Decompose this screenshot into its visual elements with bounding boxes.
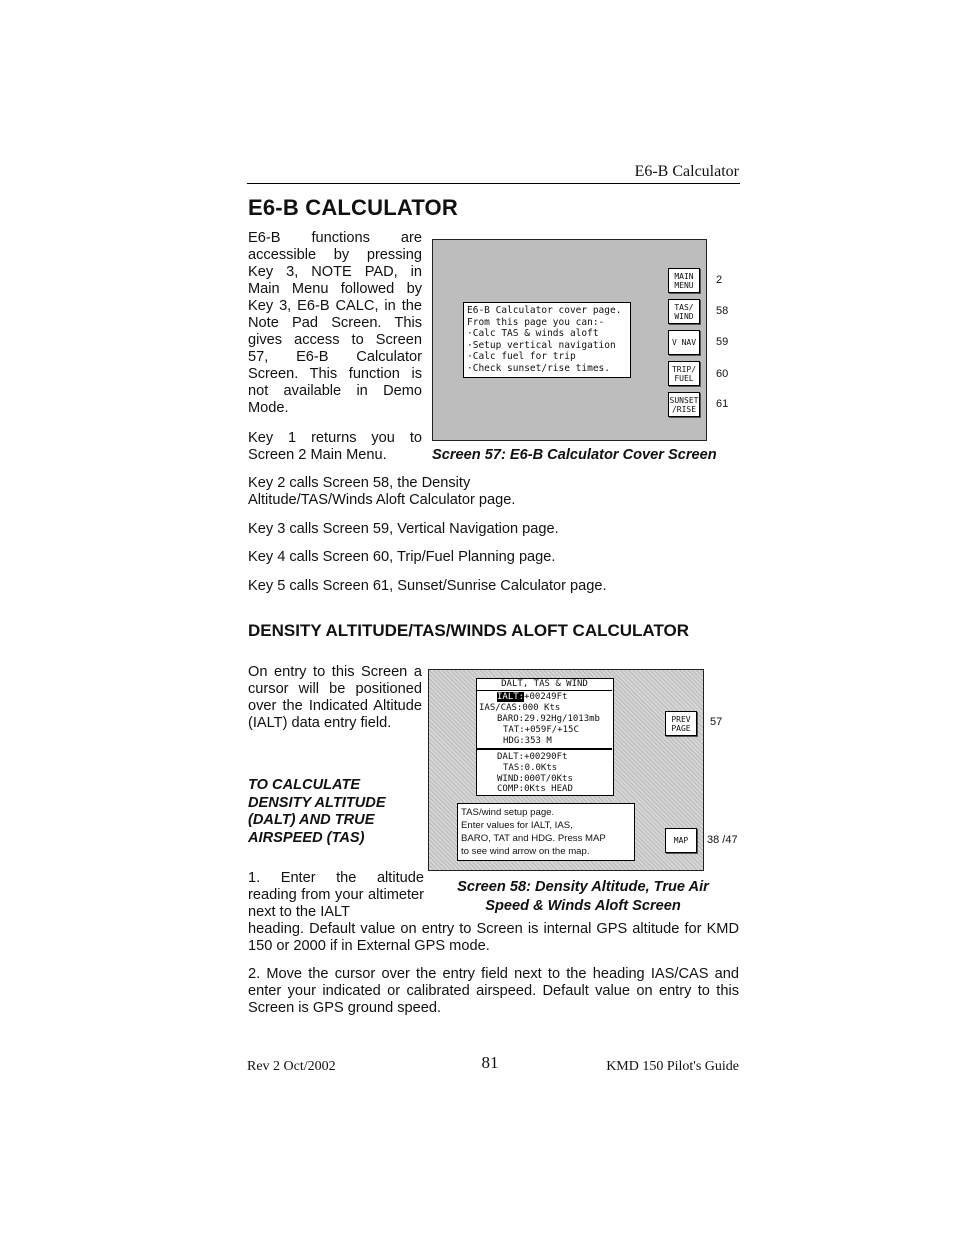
map-softkey[interactable]: MAP — [665, 828, 697, 853]
ialt-label[interactable]: IALT: — [497, 692, 525, 702]
softkey-number: 58 — [716, 305, 729, 317]
screen57-info-box — [463, 302, 631, 378]
info-line: ·Calc TAS & winds aloft — [467, 328, 599, 339]
header-rule — [247, 183, 740, 184]
info-line: to see wind arrow on the map. — [461, 846, 590, 857]
main-menu-softkey[interactable]: MAIN MENU — [668, 268, 700, 293]
tas-row: TAS:0.0Kts — [503, 763, 558, 773]
screen57-caption: Screen 57: E6-B Calculator Cover Screen — [432, 447, 717, 463]
comp-row: COMP:0Kts HEAD — [497, 784, 573, 794]
screen58-caption — [428, 878, 738, 916]
info-line: ·Setup vertical navigation — [467, 339, 616, 351]
key1-paragraph: Key 1 returns you to Screen 2 Main Menu. — [248, 430, 422, 463]
intro-paragraph: E6-B functions are accessible by pressing Key 3, NOTE PAD, in Main Menu followed by Key 3, E6-B CALC, in the Note Pad Screen. This gives access to Screen 57, E6-B Calculator Screen. This function is not available in Demo Mode. — [248, 230, 422, 416]
step1-paragraph-end: heading. Default value on entry to Screen is internal GPS altitude for KMD 150 or 2000 if in External GPS mode. — [248, 921, 739, 954]
prev-page-softkey[interactable]: PREV PAGE — [665, 711, 697, 736]
softkey-number: 60 — [716, 368, 729, 380]
info-line: Enter values for IALT, IAS, — [461, 820, 573, 831]
screen58-info-box — [457, 803, 635, 861]
info-line: BARO, TAT and HDG. Press MAP — [461, 833, 606, 844]
key3-paragraph: Key 3 calls Screen 59, Vertical Navigation page. — [248, 521, 559, 537]
section-heading: DENSITY ALTITUDE/TAS/WINDS ALOFT CALCULATOR — [248, 621, 690, 640]
wind-row: WIND:000T/0Kts — [497, 774, 573, 784]
page-number: 81 — [481, 1053, 499, 1072]
revision-footer: Rev 2 Oct/2002 — [247, 1059, 336, 1074]
dalt-tas-wind-panel — [476, 678, 614, 796]
vnav-softkey[interactable]: V NAV — [668, 330, 700, 355]
softkey-number: 61 — [716, 398, 729, 410]
softkey-number: 57 — [710, 716, 723, 728]
tas-wind-softkey[interactable]: TAS/ WIND — [668, 299, 700, 324]
ias-row[interactable]: IAS/CAS:000 Kts — [479, 703, 561, 713]
dalt-row: DALT:+00290Ft — [497, 752, 568, 762]
sunset-rise-softkey[interactable]: SUNSET /RISE — [668, 392, 700, 417]
info-line: From this page you can:- — [467, 316, 605, 328]
caption-line: Speed & Winds Aloft Screen — [485, 898, 681, 914]
hdg-row[interactable]: HDG:353 M — [503, 736, 552, 746]
section2-paragraph: On entry to this Screen a cursor will be positioned over the Indicated Altitude (IALT) data entry field. — [248, 664, 422, 731]
key5-paragraph: Key 5 calls Screen 61, Sunset/Sunrise Calculator page. — [248, 578, 607, 594]
info-line: ·Calc fuel for trip — [467, 351, 576, 362]
softkey-number: 2 — [716, 274, 723, 286]
step1-paragraph-start: 1. Enter the altitude reading from your altimeter next to the IALT — [248, 870, 424, 920]
softkey-number: 59 — [716, 336, 729, 348]
key4-paragraph: Key 4 calls Screen 60, Trip/Fuel Planning page. — [248, 549, 556, 565]
caption-line: Screen 58: Density Altitude, True Air — [457, 879, 709, 895]
calc-subheading: TO CALCULATE DENSITY ALTITUDE (DALT) AND TRUE AIRSPEED (TAS) — [248, 777, 386, 846]
ialt-row — [497, 692, 567, 703]
running-header: E6-B Calculator — [634, 163, 739, 180]
ialt-value[interactable]: +00249Ft — [524, 692, 568, 702]
trip-fuel-softkey[interactable]: TRIP/ FUEL — [668, 361, 700, 386]
step2-paragraph: 2. Move the cursor over the entry field next to the heading IAS/CAS and enter your indicated or calibrated airspeed. Default value on entry to this Screen is GPS ground speed. — [248, 966, 739, 1016]
info-line: E6-B Calculator cover page. — [467, 305, 622, 316]
tat-row[interactable]: TAT:+059F/+15C — [503, 725, 579, 735]
info-line: TAS/wind setup page. — [461, 807, 555, 818]
guide-title-footer: KMD 150 Pilot's Guide — [606, 1059, 739, 1074]
panel-divider — [477, 748, 612, 750]
panel-title: DALT, TAS & WIND — [477, 679, 612, 691]
page-title: E6-B CALCULATOR — [248, 195, 458, 220]
key2-paragraph: Key 2 calls Screen 58, the Density Altitude/TAS/Winds Aloft Calculator page. — [248, 475, 516, 508]
info-line: ·Check sunset/rise times. — [467, 362, 610, 374]
baro-row[interactable]: BARO:29.92Hg/1013mb — [497, 714, 600, 724]
softkey-number: 38 /47 — [707, 834, 738, 846]
